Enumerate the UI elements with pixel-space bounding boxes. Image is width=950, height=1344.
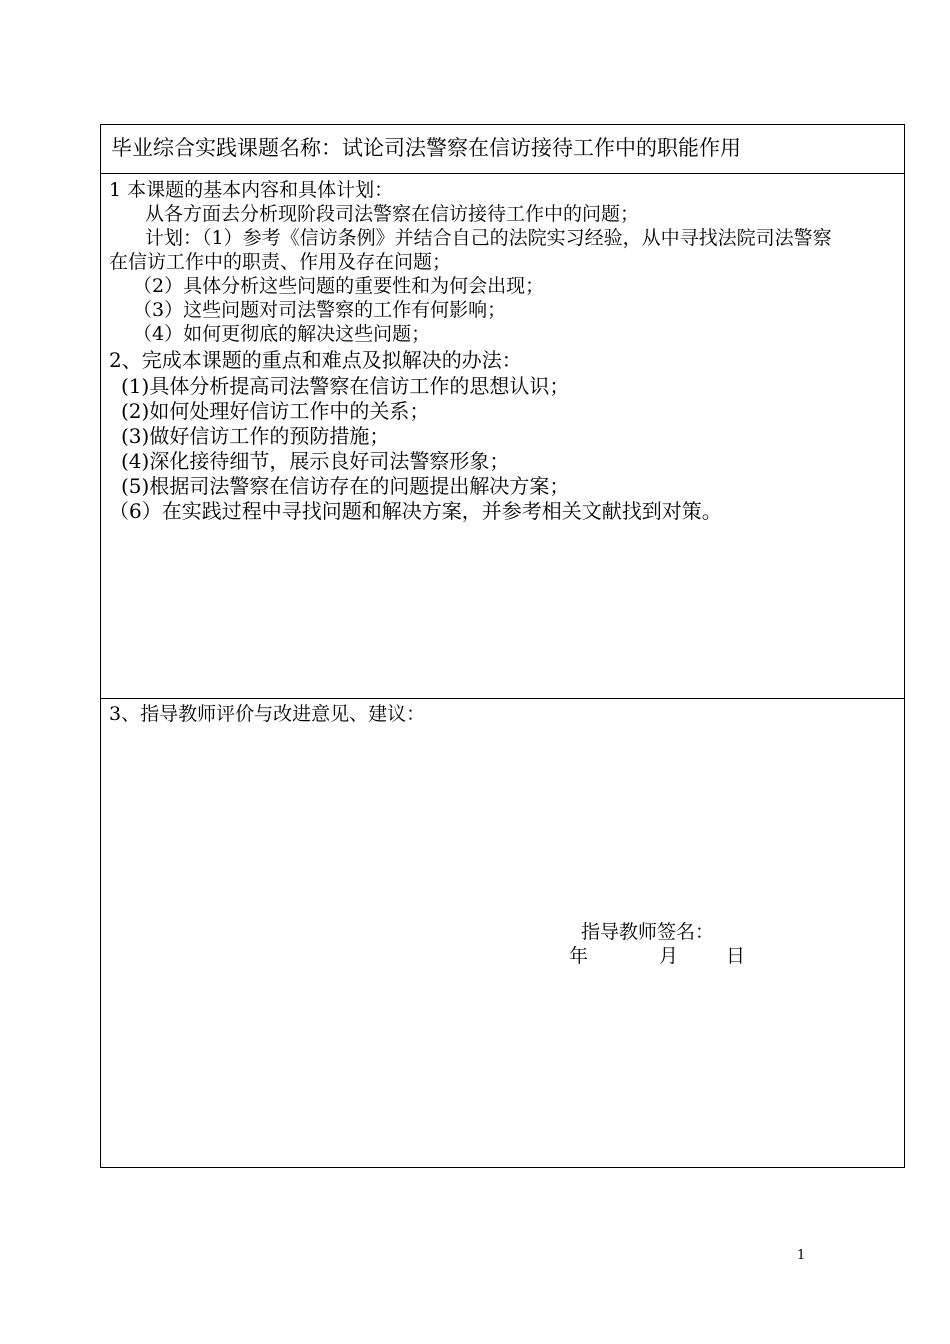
section3-heading: 3、指导教师评价与改进意见、建议： — [109, 703, 426, 725]
section2-item: (4)深化接待细节，展示良好司法警察形象； — [121, 449, 510, 473]
practice-form-table — [100, 124, 905, 1168]
date-month-label: 月 — [659, 945, 679, 967]
page-number: 1 — [797, 1248, 806, 1263]
plan-row — [101, 174, 904, 699]
section1-heading: 1 本课题的基本内容和具体计划： — [109, 179, 394, 201]
section2-item: (1)具体分析提高司法警察在信访工作的思想认识； — [121, 374, 570, 398]
section1-line: （3）这些问题对司法警察的工作有何影响； — [133, 299, 507, 321]
date-year-label: 年 — [569, 945, 589, 967]
teacher-signature-label: 指导教师签名： — [581, 921, 715, 943]
topic-title-row — [101, 125, 904, 174]
section2-item: (5)根据司法警察在信访存在的问题提出解决方案； — [121, 474, 570, 498]
section2-item: (3)做好信访工作的预防措施； — [121, 424, 390, 448]
section1-line: 在信访工作中的职责、作用及存在问题； — [109, 251, 452, 273]
date-day-label: 日 — [726, 945, 746, 967]
section1-line: 从各方面去分析现阶段司法警察在信访接待工作中的问题； — [145, 203, 640, 225]
section2-item: (2)如何处理好信访工作中的关系； — [121, 399, 430, 423]
section1-line: 计划：（1）参考《信访条例》并结合自己的法院实习经验，从中寻找法院司法警察 — [145, 227, 832, 249]
teacher-evaluation-row — [101, 699, 904, 1167]
section2-item: （6）在实践过程中寻找问题和解决方案，并参考相关文献找到对策。 — [109, 499, 722, 523]
section1-line: （2）具体分析这些问题的重要性和为何会出现； — [133, 275, 545, 297]
section2-heading: 2、完成本课题的重点和难点及拟解决的办法： — [109, 348, 522, 372]
topic-title: 毕业综合实践课题名称：试论司法警察在信访接待工作中的职能作用 — [111, 136, 741, 160]
section1-line: （4）如何更彻底的解决这些问题； — [133, 323, 431, 345]
